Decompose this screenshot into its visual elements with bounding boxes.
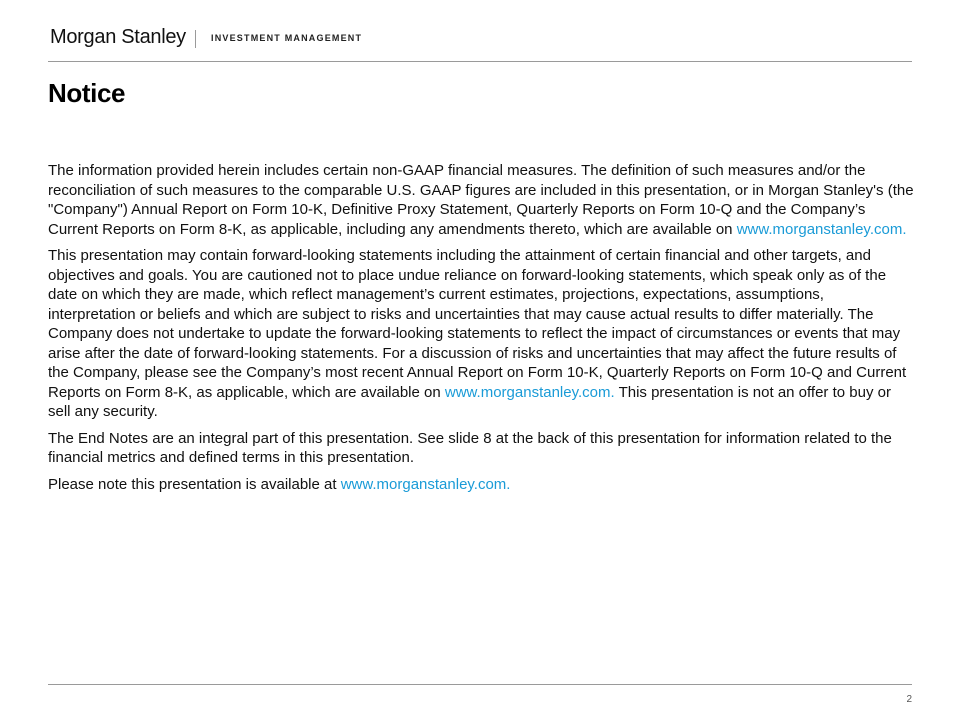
notice-body — [48, 161, 914, 501]
website-link[interactable]: www.morganstanley.com. — [340, 475, 511, 493]
website-link[interactable]: www.morganstanley.com. — [736, 220, 907, 238]
paragraph-forward-looking — [48, 246, 914, 422]
header-rule — [48, 61, 912, 62]
brand-subtitle: INVESTMENT MANAGEMENT — [211, 33, 363, 43]
brand-logo: Morgan Stanley — [50, 26, 186, 48]
brand-divider — [195, 30, 196, 48]
paragraph-non-gaap — [48, 161, 914, 239]
page-title: Notice — [48, 78, 126, 108]
paragraph-end-notes — [48, 429, 914, 468]
paragraph-availability — [48, 475, 914, 495]
footer-rule — [48, 684, 912, 685]
paragraph-text: Please note this presentation is available at — [48, 475, 337, 493]
header — [48, 26, 912, 56]
paragraph-text: This presentation may contain forward-looking statements including the attainment of certain financial and other targets, and objectives and goals. You are cautioned not to place undue reliance on forward-looking statements, which speak only as of the date on which they are made, which reflect management’s current estimates, projections, expectations, assumptions, interpretation or beliefs and which are subject to risks and uncertainties that may cause actual results to differ materially. The Company does not undertake to update the forward-looking statements to reflect the impact of circumstances or events that may arise after the date of forward-looking statements. For a discussion of risks and uncertainties that may affect the future results of the Company, please see the Company’s most recent Annual Report on Form 10-K, Quarterly Reports on Form 10-Q and Current Reports on Form 8-K, as applicable, which are available on — [48, 247, 907, 401]
paragraph-text: The information provided herein includes certain non-GAAP financial measures. The definition of such measures and/or the reconciliation of such measures to the comparable U.S. GAAP figures are included in this presentation, or in Morgan Stanley's (the "Company") Annual Report on Form 10-K, Definitive Proxy Statement, Quarterly Reports on Form 10-Q and the Company’s Current Reports on Form 8-K, as applicable, including any amendments thereto, which are available on — [48, 162, 914, 238]
page-number: 2 — [906, 694, 912, 705]
paragraph-tail-text: This presentation is not an offer to buy or sell any security. — [48, 383, 891, 420]
website-link[interactable]: www.morganstanley.com. — [444, 383, 615, 401]
paragraph-text: The End Notes are an integral part of this presentation. See slide 8 at the back of this presentation for information related to the financial metrics and defined terms in this presentation. — [48, 429, 892, 466]
